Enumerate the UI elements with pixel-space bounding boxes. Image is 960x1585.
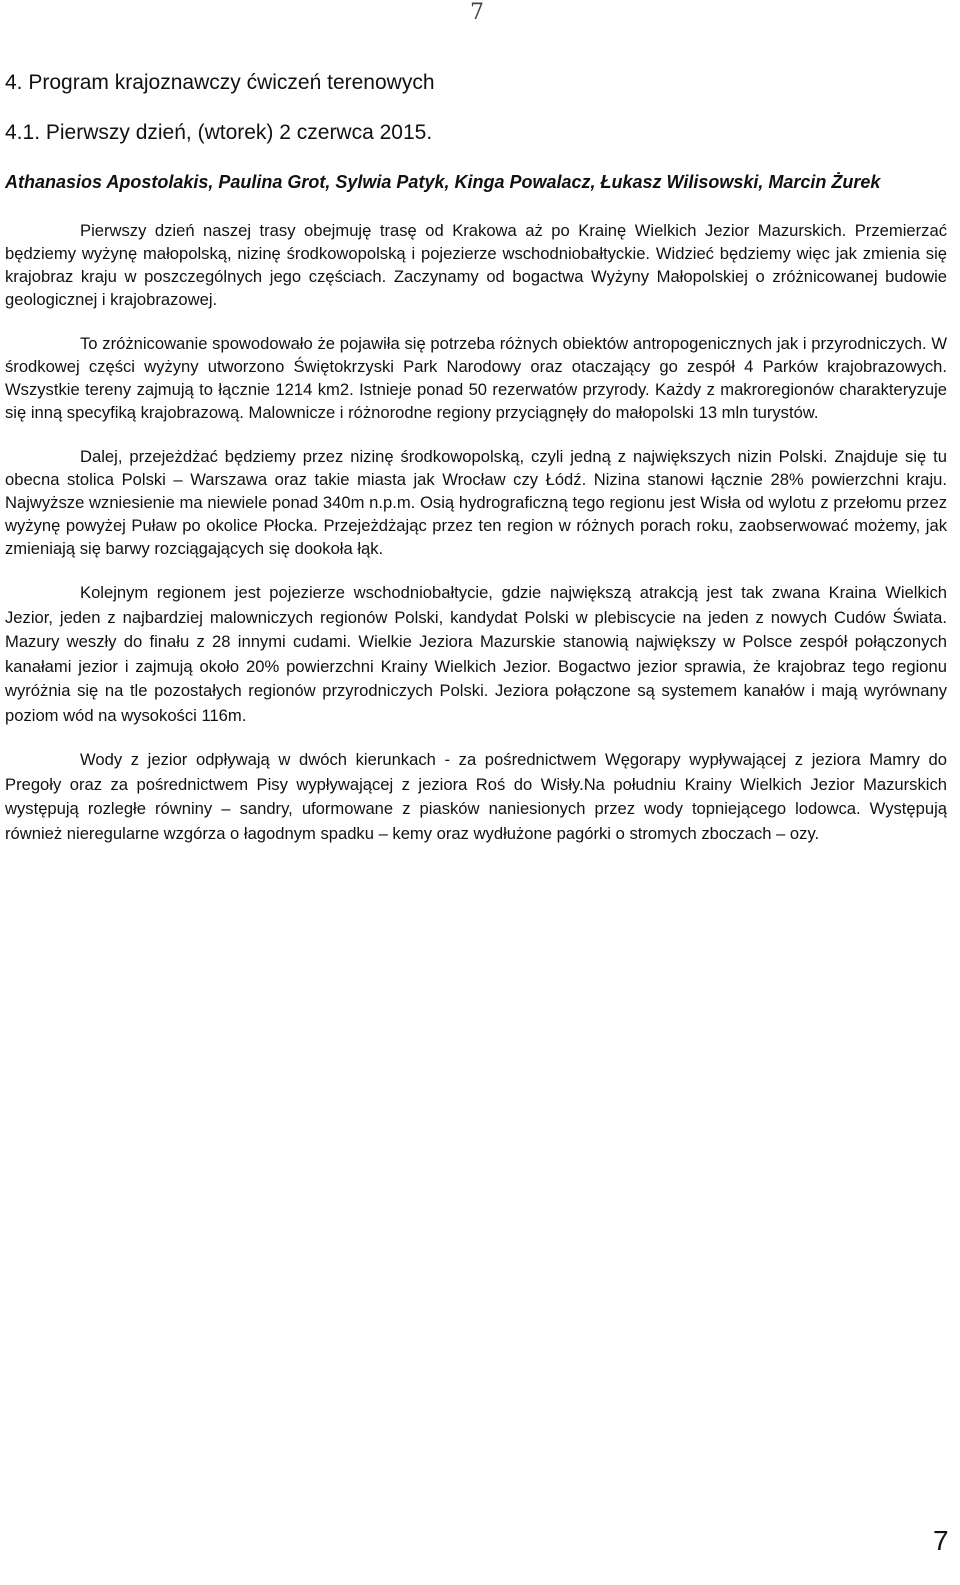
section-title: 4. Program krajoznawczy ćwiczeń terenowych xyxy=(5,71,435,94)
paragraph-5: Wody z jezior odpływają w dwóch kierunkach - za pośrednictwem Węgorapy wypływającej z jeziora Mamry do Pregoły oraz za pośrednictwem Pisy wypływającej z jeziora Roś do Wisły.Na południu Krainy Wielkich Jezior Mazurskich występują rozległe równiny – sandry, uformowane z piasków naniesionych przez wody topniejącego lodowca. Występują również nieregularne wzgórza o łagodnym spadku – kemy oraz wydłużone pagórki o stromych zboczach – ozy. xyxy=(5,750,947,843)
page-number-top: 7 xyxy=(470,0,484,25)
paragraph-4: Kolejnym regionem jest pojezierze wschodniobałtycie, gdzie największą atrakcją jest tak zwana Kraina Wielkich Jezior, jeden z najbardziej malowniczych regionów Polski, kandydat Polski w plebiscycie na jeden z nowych Cudów Świata. Mazury weszły do finału z 28 innymi cudami. Wielkie Jeziora Mazurskie stanowią największy w Polsce zespół połączonych kanałami jezior i zajmują około 20% powierzchni Krainy Wielkich Jezior. Bogactwo jezior sprawia, że krajobraz tego regionu wyróżnia się na tle pozostałych regionów przyrodniczych Polski. Jeziora połączone są systemem kanałów i mają wyrównany poziom wód na wysokości 116m. xyxy=(5,583,947,725)
authors-line: Athanasios Apostolakis, Paulina Grot, Sylwia Patyk, Kinga Powalacz, Łukasz Wilisowski, Marcin Żurek xyxy=(5,172,881,193)
page-number-bottom: 7 xyxy=(933,1525,949,1556)
paragraph-2: To zróżnicowanie spowodowało że pojawiła się potrzeba różnych obiektów antropogenicznych jak i przyrodniczych. W środkowej części wyżyny utworzono Świętokrzyski Park Narodowy oraz otaczający go zespół 4 Parków krajobrazowych. Wszystkie tereny zajmują to łącznie 1214 km2. Istnieje ponad 50 rezerwatów przyrody. Każdy z makroregionów charakteryzuje się inną specyfiką krajobrazową. Malownicze i różnorodne regiony przyciągnęły do małopolski 13 mln turystów. xyxy=(5,334,947,423)
section-subtitle: 4.1. Pierwszy dzień, (wtorek) 2 czerwca 2015. xyxy=(5,121,433,145)
paragraph-3: Dalej, przejeżdżać będziemy przez nizinę środkowopolską, czyli jedną z największych nizin Polski. Znajduje się tu obecna stolica Polski – Warszawa oraz takie miasta jak Wrocław czy Łódź. Nizina stanowi łącznie 28% powierzchni kraju. Najwyższe wzniesienie ma niewiele ponad 340m n.p.m. Osią hydrograficzną tego regionu jest Wisła od wylotu z przełomu przez wyżynę powyżej Puław po okolice Płocka. Przejeżdżając przez ten region w różnych porach roku, zaobserwować możemy, jak zmieniają się barwy rozciągających się dookoła łąk. xyxy=(5,447,947,559)
document-body xyxy=(5,70,947,866)
paragraph-1: Pierwszy dzień naszej trasy obejmuję trasę od Krakowa aż po Krainę Wielkich Jezior Mazurskich. Przemierzać będziemy wyżynę małopolską, nizinę środkowopolską i pojezierze wschodniobałtyckie. Widzieć będziemy więc jak zmienia się krajobraz kraju w poszczególnych jego częściach. Zaczynamy od bogactwa Wyżyny Małopolskiej o zróżnicowanej budowie geologicznej i krajobrazowej. xyxy=(5,221,947,310)
